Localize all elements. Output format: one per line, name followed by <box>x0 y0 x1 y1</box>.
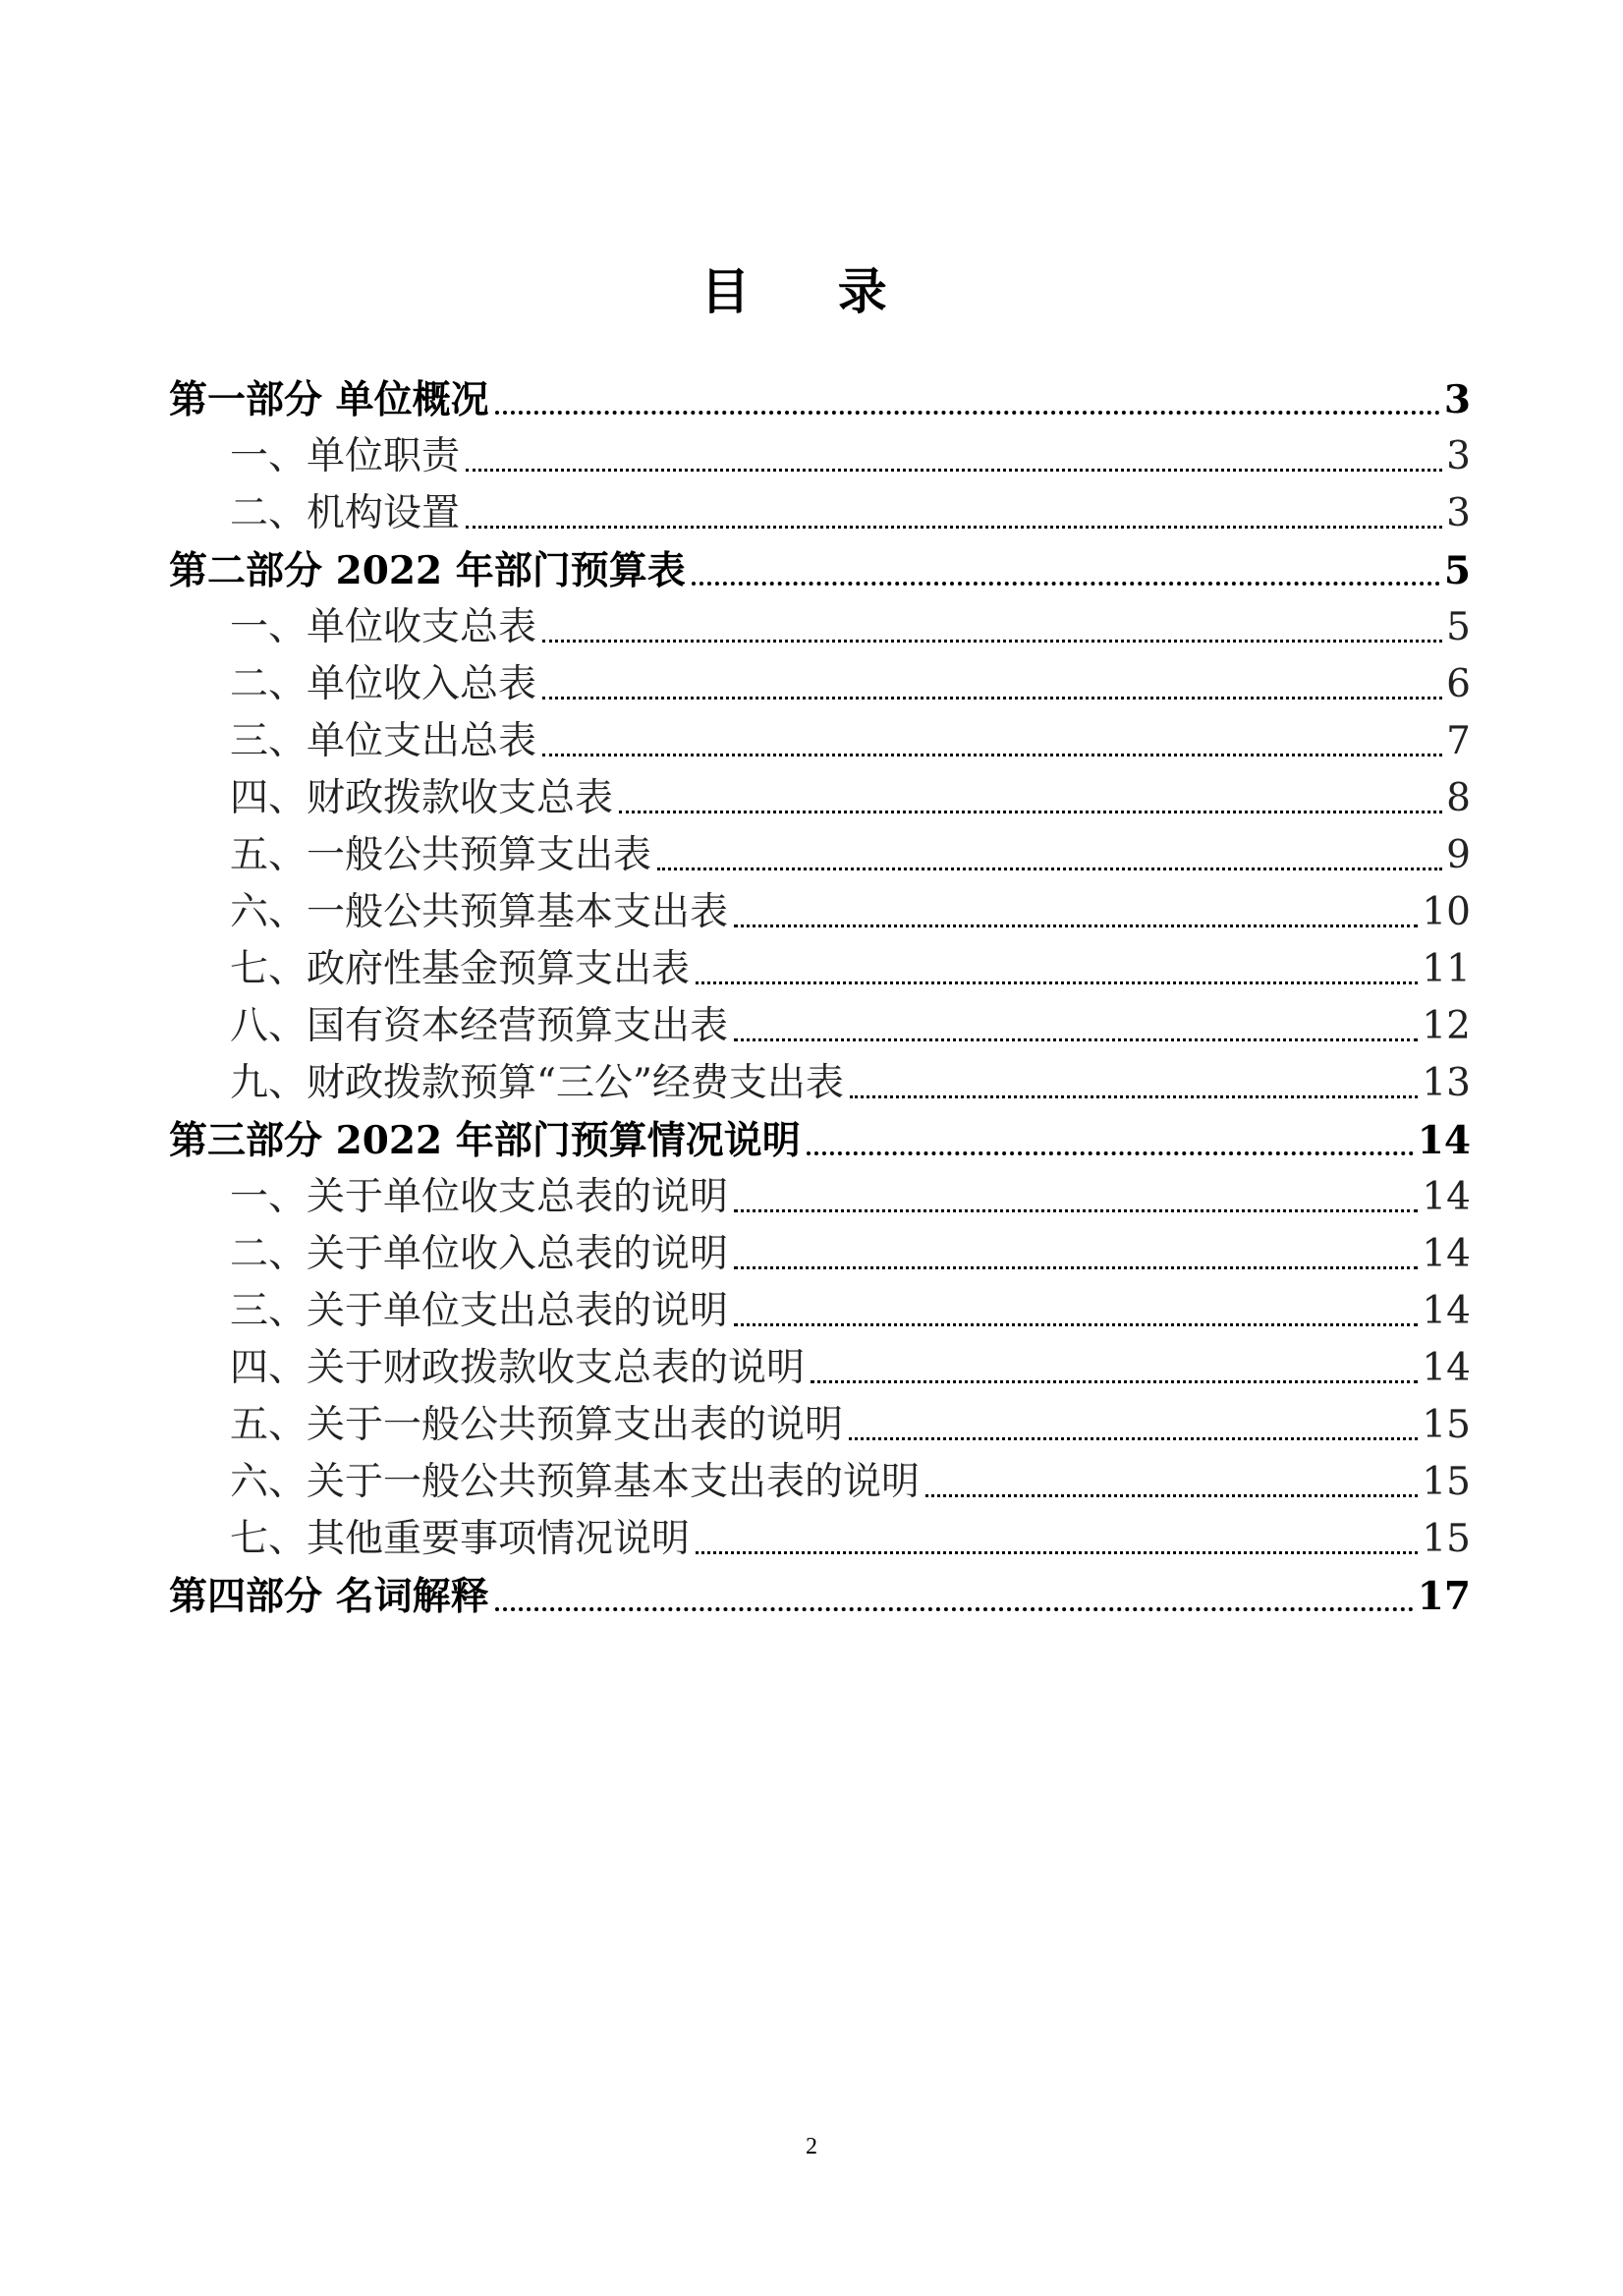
table-of-contents <box>169 371 1471 1625</box>
toc-dot-leader <box>495 1607 1414 1611</box>
toc-dot-leader <box>542 640 1442 643</box>
page-number: 2 <box>806 2134 817 2159</box>
toc-entry-label: 第三部分 2022 年部门预算情况说明 <box>169 1118 801 1163</box>
toc-entry-label: 五、关于一般公共预算支出表的说明 <box>230 1403 844 1447</box>
toc-entry-page-number: 10 <box>1422 890 1471 934</box>
toc-entry-page-number: 14 <box>1422 1175 1471 1219</box>
toc-dot-leader <box>692 582 1440 586</box>
toc-entry-page-number: 8 <box>1446 776 1471 820</box>
page-title: 目 录 <box>700 262 923 320</box>
toc-dot-leader <box>542 697 1442 700</box>
toc-subsection-entry[interactable] <box>169 656 1471 713</box>
toc-entry-label: 第二部分 2022 年部门预算表 <box>169 548 686 593</box>
toc-entry-page-number: 14 <box>1422 1232 1471 1276</box>
toc-entry-page-number: 15 <box>1422 1403 1471 1447</box>
toc-entry-label: 一、单位职责 <box>230 434 461 478</box>
toc-entry-page-number: 15 <box>1422 1517 1471 1561</box>
toc-section-entry[interactable] <box>169 1568 1471 1625</box>
toc-dot-leader <box>811 1380 1418 1383</box>
toc-subsection-entry[interactable] <box>169 998 1471 1055</box>
toc-dot-leader <box>696 1551 1418 1554</box>
toc-dot-leader <box>542 754 1442 756</box>
toc-dot-leader <box>619 811 1442 813</box>
toc-entry-page-number: 17 <box>1417 1574 1471 1619</box>
toc-entry-page-number: 5 <box>1446 605 1471 649</box>
toc-entry-label: 七、政府性基金预算支出表 <box>230 947 691 991</box>
toc-entry-page-number: 15 <box>1422 1460 1471 1504</box>
toc-entry-page-number: 12 <box>1422 1004 1471 1048</box>
toc-entry-page-number: 3 <box>1446 434 1471 478</box>
toc-subsection-entry[interactable] <box>169 599 1471 656</box>
toc-section-entry[interactable] <box>169 371 1471 428</box>
toc-subsection-entry[interactable] <box>169 941 1471 998</box>
toc-entry-page-number: 9 <box>1446 833 1471 877</box>
toc-dot-leader <box>466 469 1442 472</box>
toc-subsection-entry[interactable] <box>169 1397 1471 1454</box>
toc-entry-label: 二、关于单位收入总表的说明 <box>230 1232 729 1276</box>
toc-entry-label: 二、机构设置 <box>230 491 461 535</box>
toc-subsection-entry[interactable] <box>169 1169 1471 1226</box>
toc-entry-page-number: 5 <box>1443 548 1471 593</box>
toc-subsection-entry[interactable] <box>169 1226 1471 1283</box>
toc-entry-label: 二、单位收入总表 <box>230 662 537 706</box>
toc-subsection-entry[interactable] <box>169 884 1471 941</box>
toc-dot-leader <box>807 1151 1414 1155</box>
toc-entry-page-number: 7 <box>1446 719 1471 763</box>
toc-dot-leader <box>850 1095 1418 1098</box>
toc-entry-label: 三、单位支出总表 <box>230 719 537 763</box>
toc-dot-leader <box>734 1209 1418 1212</box>
toc-dot-leader <box>849 1437 1418 1440</box>
toc-entry-label: 第一部分 单位概况 <box>169 377 489 422</box>
toc-dot-leader <box>734 1038 1418 1041</box>
toc-entry-label: 一、关于单位收支总表的说明 <box>230 1175 729 1219</box>
toc-entry-label: 六、关于一般公共预算基本支出表的说明 <box>230 1460 921 1504</box>
toc-entry-label: 九、财政拨款预算“三公”经费支出表 <box>230 1061 844 1105</box>
toc-subsection-entry[interactable] <box>169 1454 1471 1511</box>
toc-entry-page-number: 6 <box>1446 662 1471 706</box>
toc-entry-page-number: 14 <box>1417 1118 1471 1163</box>
toc-entry-page-number: 3 <box>1446 491 1471 535</box>
toc-dot-leader <box>925 1494 1418 1497</box>
toc-subsection-entry[interactable] <box>169 1340 1471 1397</box>
toc-entry-label: 八、国有资本经营预算支出表 <box>230 1004 729 1048</box>
toc-entry-page-number: 14 <box>1422 1289 1471 1333</box>
toc-section-entry[interactable] <box>169 1112 1471 1169</box>
toc-entry-label: 第四部分 名词解释 <box>169 1574 489 1619</box>
toc-dot-leader <box>657 868 1442 870</box>
toc-entry-label: 六、一般公共预算基本支出表 <box>230 890 729 934</box>
toc-entry-label: 七、其他重要事项情况说明 <box>230 1517 691 1561</box>
toc-entry-label: 四、财政拨款收支总表 <box>230 776 614 820</box>
toc-dot-leader <box>734 1323 1418 1326</box>
toc-subsection-entry[interactable] <box>169 1055 1471 1112</box>
toc-subsection-entry[interactable] <box>169 827 1471 884</box>
toc-subsection-entry[interactable] <box>169 770 1471 827</box>
toc-subsection-entry[interactable] <box>169 1283 1471 1340</box>
toc-entry-label: 一、单位收支总表 <box>230 605 537 649</box>
toc-subsection-entry[interactable] <box>169 428 1471 485</box>
toc-entry-page-number: 11 <box>1422 947 1471 991</box>
toc-dot-leader <box>696 981 1418 984</box>
toc-section-entry[interactable] <box>169 542 1471 599</box>
toc-dot-leader <box>466 526 1442 529</box>
toc-entry-label: 三、关于单位支出总表的说明 <box>230 1289 729 1333</box>
toc-subsection-entry[interactable] <box>169 713 1471 770</box>
toc-entry-page-number: 14 <box>1422 1346 1471 1390</box>
toc-dot-leader <box>495 411 1440 415</box>
toc-entry-page-number: 13 <box>1422 1061 1471 1105</box>
toc-entry-page-number: 3 <box>1443 377 1471 422</box>
toc-entry-label: 四、关于财政拨款收支总表的说明 <box>230 1346 806 1390</box>
toc-dot-leader <box>734 1266 1418 1269</box>
toc-dot-leader <box>734 924 1418 927</box>
toc-subsection-entry[interactable] <box>169 1511 1471 1568</box>
toc-entry-label: 五、一般公共预算支出表 <box>230 833 652 877</box>
toc-subsection-entry[interactable] <box>169 485 1471 542</box>
